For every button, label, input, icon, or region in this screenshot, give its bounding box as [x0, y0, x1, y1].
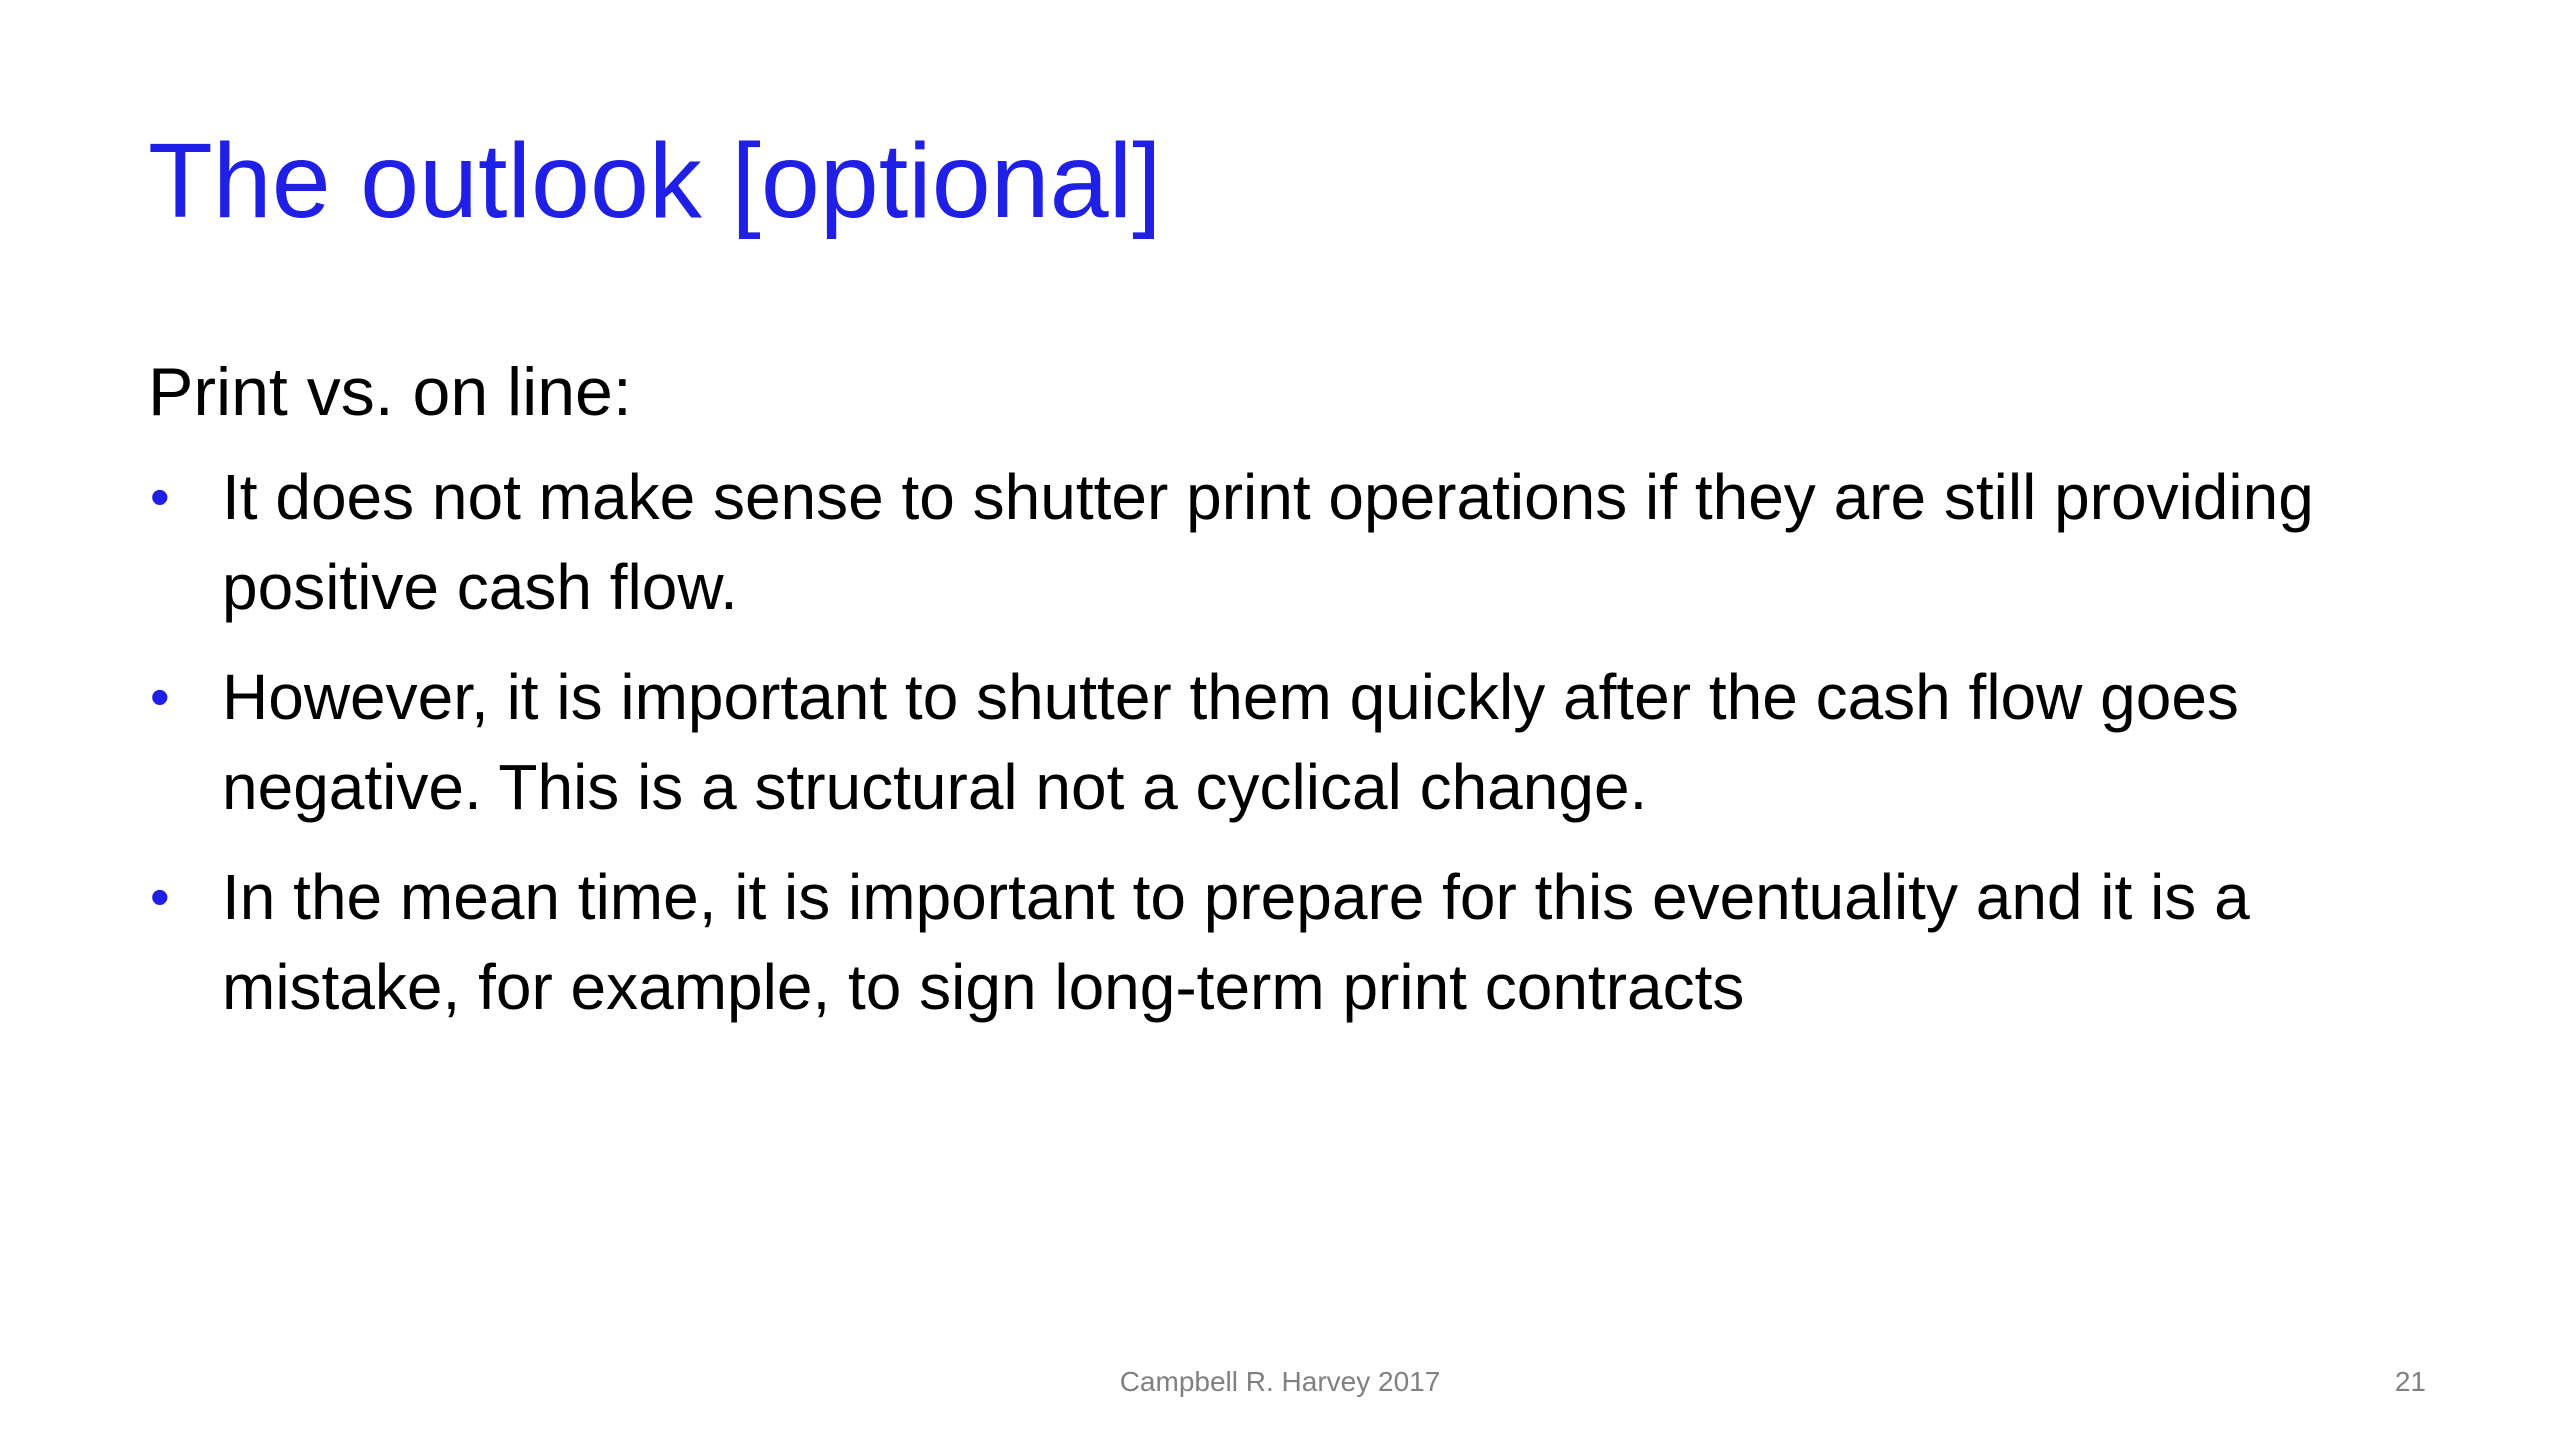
bullet-item [148, 652, 2448, 832]
bullet-list [148, 452, 2448, 1032]
bullet-dot-icon: • [150, 865, 170, 929]
bullet-dot-icon: • [150, 465, 170, 529]
page-number: 21 [2394, 1366, 2426, 1397]
bullet-dot-icon: • [150, 665, 170, 729]
slide-content [148, 348, 2448, 1052]
footer-author: Campbell R. Harvey 2017 [1119, 1366, 1441, 1397]
slide-title: The outlook [optional] [148, 122, 1162, 240]
bullet-text: It does not make sense to shutter print operations if they are still providing positive cash flow. [222, 461, 2314, 624]
bullet-item [148, 452, 2448, 632]
bullet-text: However, it is important to shutter them quickly after the cash flow goes negative. This is a structural not a cyclical change. [222, 661, 2239, 824]
bullet-item [148, 852, 2448, 1032]
section-heading: Print vs. on line: [148, 354, 632, 430]
bullet-text: In the mean time, it is important to prepare for this eventuality and it is a mistake, for example, to sign long-term print contracts [222, 861, 2250, 1024]
